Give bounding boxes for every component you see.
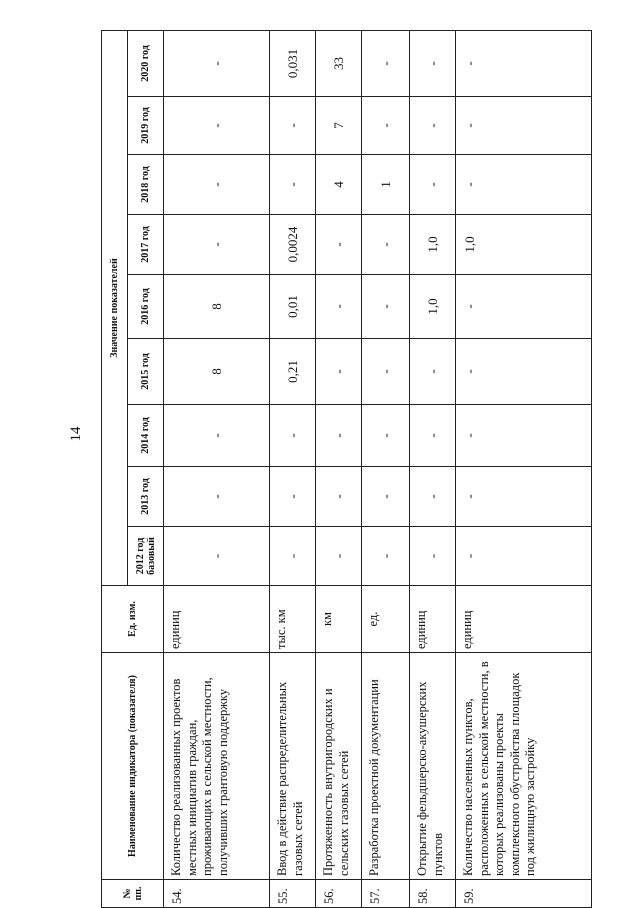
- header-year: 2020 год: [128, 30, 164, 96]
- header-year: 2019 год: [128, 97, 164, 155]
- table-row: [410, 30, 456, 907]
- header-year: 2018 год: [128, 155, 164, 215]
- indicator-name: Количество населенных пунктов, расположенных в сельской местности, в которых реализованы проекты комплексного обустройства площадок под жилищную застройку: [456, 653, 592, 880]
- value-cell: -: [316, 527, 362, 586]
- indicator-name: Протяженность внутригородских и сельских газовых сетей: [316, 653, 362, 880]
- value-cell: -: [410, 155, 456, 215]
- value-cell: 1: [362, 155, 410, 215]
- unit-cell: единиц: [410, 586, 456, 653]
- value-cell: -: [362, 275, 410, 339]
- row-number: 54.: [164, 880, 270, 908]
- value-cell: -: [410, 467, 456, 527]
- value-cell: 4: [316, 155, 362, 215]
- value-cell: -: [164, 30, 270, 96]
- value-cell: -: [362, 339, 410, 405]
- unit-cell: ед.: [362, 586, 410, 653]
- value-cell: -: [270, 97, 316, 155]
- unit-cell: тыс. км: [270, 586, 316, 653]
- value-cell: -: [270, 467, 316, 527]
- value-cell: 0,21: [270, 339, 316, 405]
- value-cell: -: [410, 527, 456, 586]
- header-year: 2012 год базовый: [128, 527, 164, 586]
- row-number: 57.: [362, 880, 410, 908]
- row-number: 59.: [456, 880, 592, 908]
- value-cell: -: [456, 97, 592, 155]
- indicator-table-rotated: [101, 31, 549, 908]
- row-number: 55.: [270, 880, 316, 908]
- header-unit: Ед. изм.: [102, 586, 164, 653]
- indicator-table: [101, 30, 592, 908]
- value-cell: -: [456, 339, 592, 405]
- value-cell: 1,0: [410, 215, 456, 275]
- indicator-name: Открытие фельдшерско-акушерских пунктов: [410, 653, 456, 880]
- value-cell: -: [164, 527, 270, 586]
- header-row-1: [102, 30, 128, 907]
- table-row: [164, 30, 270, 907]
- value-cell: -: [316, 215, 362, 275]
- unit-cell: единиц: [164, 586, 270, 653]
- table-row: [316, 30, 362, 907]
- value-cell: -: [164, 215, 270, 275]
- value-cell: -: [456, 527, 592, 586]
- row-number: 58.: [410, 880, 456, 908]
- value-cell: 1,0: [456, 215, 592, 275]
- value-cell: -: [270, 405, 316, 467]
- row-number: 56.: [316, 880, 362, 908]
- value-cell: -: [410, 97, 456, 155]
- value-cell: -: [164, 155, 270, 215]
- value-cell: -: [362, 30, 410, 96]
- header-year: 2014 год: [128, 405, 164, 467]
- value-cell: 8: [164, 275, 270, 339]
- value-cell: -: [164, 97, 270, 155]
- indicator-name: Ввод в действие распределительных газовых сетей: [270, 653, 316, 880]
- header-year: 2016 год: [128, 275, 164, 339]
- header-year: 2015 год: [128, 339, 164, 405]
- value-cell: -: [270, 527, 316, 586]
- value-cell: -: [410, 30, 456, 96]
- value-cell: 0,0024: [270, 215, 316, 275]
- value-cell: -: [456, 30, 592, 96]
- value-cell: -: [362, 97, 410, 155]
- table-row: [362, 30, 410, 907]
- value-cell: -: [362, 405, 410, 467]
- header-year: 2013 год: [128, 467, 164, 527]
- table-row: [270, 30, 316, 907]
- value-cell: -: [362, 215, 410, 275]
- value-cell: -: [362, 527, 410, 586]
- value-cell: -: [316, 467, 362, 527]
- value-cell: 0,01: [270, 275, 316, 339]
- value-cell: -: [164, 467, 270, 527]
- header-year: 2017 год: [128, 215, 164, 275]
- value-cell: -: [456, 467, 592, 527]
- value-cell: 8: [164, 339, 270, 405]
- value-cell: -: [316, 339, 362, 405]
- value-cell: -: [362, 467, 410, 527]
- value-cell: -: [456, 155, 592, 215]
- value-cell: -: [316, 405, 362, 467]
- value-cell: -: [456, 275, 592, 339]
- value-cell: -: [270, 155, 316, 215]
- value-cell: -: [410, 339, 456, 405]
- value-cell: 0,031: [270, 30, 316, 96]
- value-cell: 33: [316, 30, 362, 96]
- value-cell: -: [164, 405, 270, 467]
- header-values-group: Значение показателей: [102, 30, 128, 585]
- unit-cell: км: [316, 586, 362, 653]
- table-row: [456, 30, 592, 907]
- indicator-name: Количество реализованных проектов местных инициатив граждан, проживающих в сельской местности, получивших грантовую поддержку: [164, 653, 270, 880]
- indicator-name: Разработка проектной документации: [362, 653, 410, 880]
- value-cell: -: [410, 405, 456, 467]
- header-name: Наименование индикатора (показателя): [102, 653, 164, 880]
- value-cell: 7: [316, 97, 362, 155]
- value-cell: 1,0: [410, 275, 456, 339]
- value-cell: -: [316, 275, 362, 339]
- unit-cell: единиц: [456, 586, 592, 653]
- page-number: 14: [68, 426, 84, 442]
- header-num: № пп.: [102, 880, 164, 908]
- value-cell: -: [456, 405, 592, 467]
